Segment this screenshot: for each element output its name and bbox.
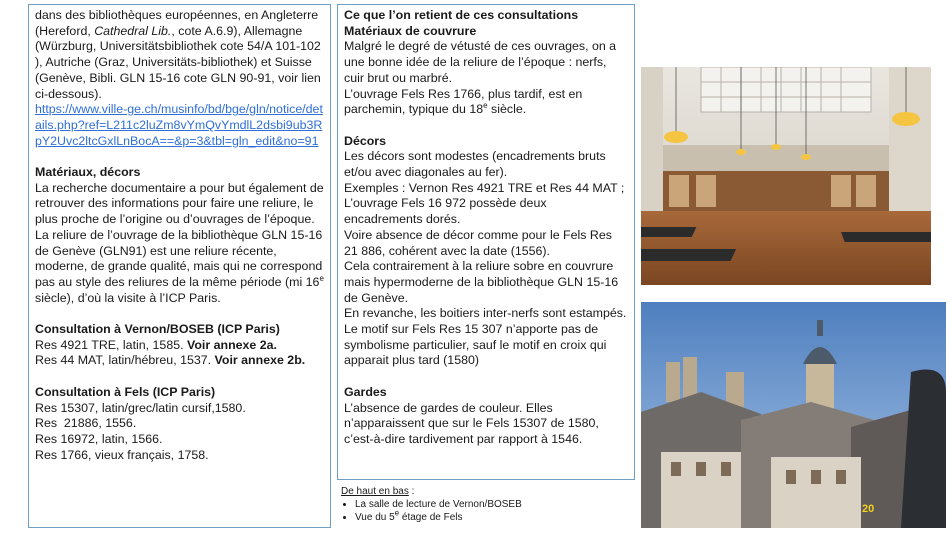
decors-line: Les décors sont modestes (encadrements bruts et/ou avec diagonales au fer). [344, 149, 606, 180]
caption-item: • Vue du 5e étage de Fels [355, 511, 631, 524]
vernon-line: Res 4921 TRE, latin, 1585. Voir annexe 2a. [35, 337, 277, 352]
page-number: 20 [862, 503, 875, 515]
decors-line: Cela contrairement à la reliure sobre en couvrure mais hypermoderne de la bibliothèque GLN 15-16 de Genève. [344, 259, 619, 305]
geneva-notice-link[interactable]: https://www.ville-ge.ch/musinfo/bd/bge/gln/notice/details.php?ref=L211c2luZm8vYmQvYmdlL2dsbi9ub3RpY2Uvc2ltcGxlLnBocA==&p=3&tbl=gln_edit&no=91 [35, 102, 323, 148]
decors-line: Exemples : Vernon Res 4921 TRE et Res 44 MAT ; L’ouvrage Fels 16 972 possède deux encadrements dorés. [344, 180, 625, 227]
fels-line: Res 15307, latin/grec/latin cursif,1580. [35, 400, 246, 415]
decors-line: En revanche, les boitiers inter-nerfs sont estampés. [344, 306, 627, 321]
couvrure-heading: Matériaux de couvrure [344, 23, 477, 38]
fels-line: Res 21886, 1556. [35, 416, 137, 431]
caption-title: De haut en bas [341, 486, 409, 497]
middle-text-box [337, 4, 635, 480]
materiaux-heading: Matériaux, décors [35, 165, 141, 180]
decors-line: Le motif sur Fels Res 15 307 n’apporte pas de symbolisme particulier, sauf le motif en croix qui apparait plus tard (1580) [344, 322, 607, 368]
fels-line: Res 1766, vieux français, 1758. [35, 447, 209, 462]
materiaux-paragraph-2: La reliure de l’ouvrage de la bibliothèque GLN 15-16 de Genève (GLN91) est une reliure récente, moderne, de grande qualité, mais qui ne correspond pas au style des reliures de la même période (mi 16e siècle), d’où la visite à l’ICP Paris. [35, 227, 324, 305]
couvrure-paragraph-2: L’ouvrage Fels Res 1766, plus tardif, est en parchemin, typique du 18e siècle. [344, 86, 583, 117]
couvrure-paragraph-1: Malgré le degré de vétusté de ces ouvrages, on a une bonne idée de la reliure de l’époque : nerfs, cuir brut ou marbré. [344, 39, 617, 85]
fels-heading: Consultation à Fels (ICP Paris) [35, 384, 216, 399]
gardes-paragraph: L’absence de gardes de couleur. Elles n’apparaissent que sur le Fels 15307 de 1580, c’est-à-dire tardivement par rapport à 1546. [344, 400, 599, 446]
materiaux-paragraph-1: La recherche documentaire a pour but également de retrouver des informations pour faire une reliure, le plus proche de l’origine ou d’ouvrages de l’époque. [35, 180, 324, 227]
gardes-heading: Gardes [344, 384, 387, 399]
intro-paragraph: dans des bibliothèques européennes, en Angleterre (Hereford, Cathedral Lib., cote A.6.9), Allemagne (Würzburg, Universitätsbibliothek cote 54/A 101-102 ), Autriche (Graz, Universitäts-bibliothek) et Suisse (Genève, Bibli. GLN 15-16 cote GLN 90-91, voir lien ci-dessous). [35, 8, 321, 101]
vernon-line: Res 44 MAT, latin/hébreu, 1537. Voir annexe 2b. [35, 353, 306, 368]
summary-title: Ce que l’on retient de ces consultations [344, 8, 579, 22]
reading-room-photo [641, 67, 931, 285]
photo-caption: De haut en bas : • La salle de lecture de Vernon/BOSEB • Vue du 5e étage de Fels [341, 485, 631, 524]
left-text-box [28, 4, 331, 528]
decors-line: Voire absence de décor comme pour le Fels Res 21 886, cohérent avec la date (1556). [344, 227, 612, 258]
caption-item: • La salle de lecture de Vernon/BOSEB [355, 498, 631, 511]
decors-heading: Décors [344, 133, 387, 148]
fels-line: Res 16972, latin, 1566. [35, 431, 163, 446]
rooftop-view-photo [641, 302, 946, 528]
vernon-heading: Consultation à Vernon/BOSEB (ICP Paris) [35, 322, 280, 337]
